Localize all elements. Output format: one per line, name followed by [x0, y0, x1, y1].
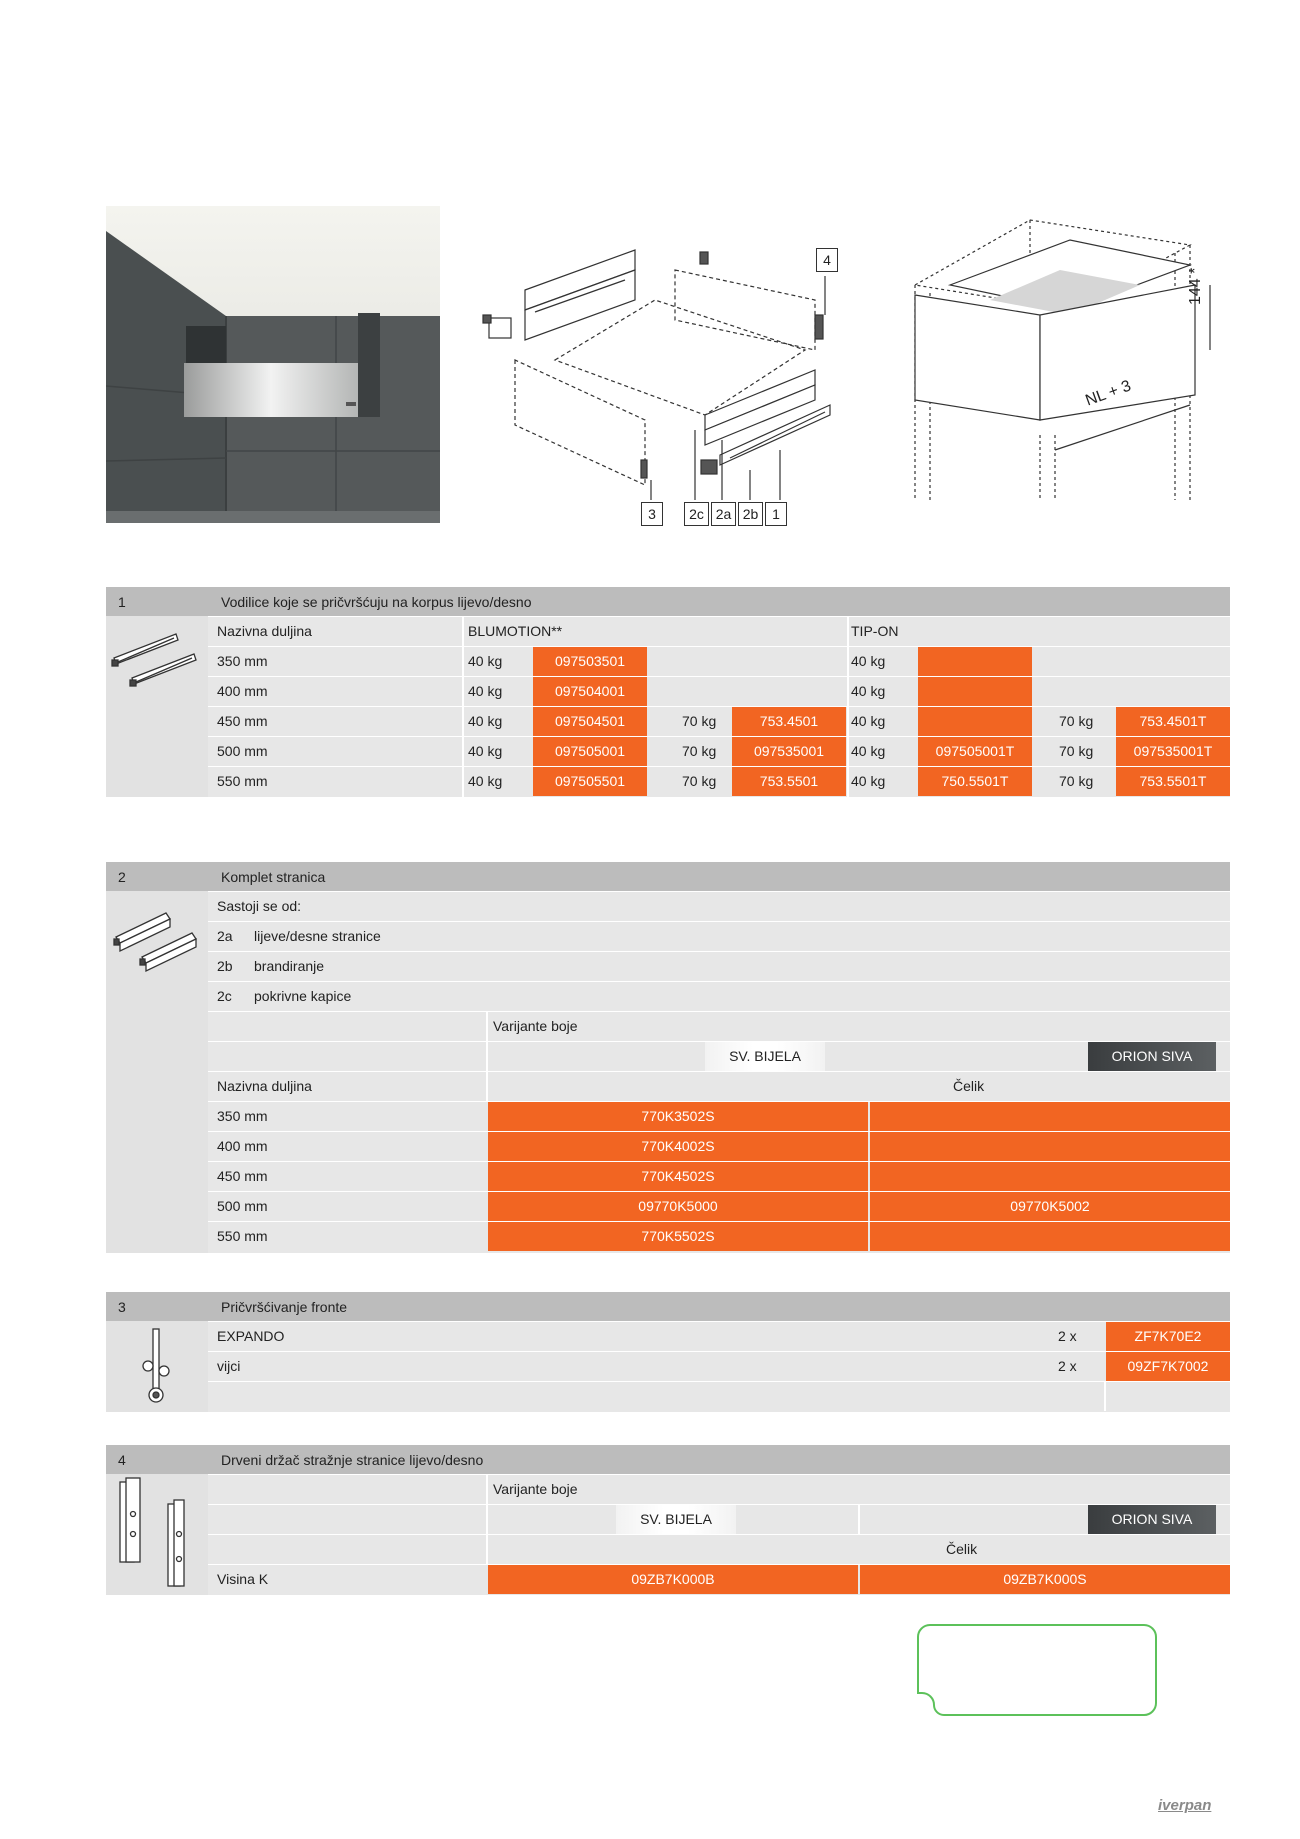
callout-2a: 2a [711, 502, 736, 526]
col-blumotion: BLUMOTION** [468, 623, 563, 639]
tip-on-70-code: 097535001T [1116, 737, 1230, 766]
col-tip-on: TIP-ON [851, 623, 899, 639]
section-4-image-cell [106, 1474, 208, 1595]
col-length: Nazivna duljina [217, 623, 312, 639]
length-cell: 500 mm [217, 1198, 268, 1214]
variants-label: Varijante boje [493, 1018, 578, 1034]
code-grey [870, 1132, 1230, 1161]
s1-data-row [208, 676, 1230, 706]
s1-data-row [208, 766, 1230, 796]
height-label: Visina K [217, 1571, 269, 1587]
material-label: Čelik [953, 1078, 985, 1094]
tip-on-40-load: 40 kg [851, 653, 886, 669]
fixing-code: ZF7K70E2 [1106, 1322, 1230, 1351]
section-1-image-cell [106, 616, 208, 797]
section-2-image-cell [106, 891, 208, 1253]
section-title: Drveni držač stražnje stranice lijevo/desno [221, 1452, 484, 1468]
section-1-rails [106, 587, 1230, 797]
blumotion-40-code: 097504501 [533, 707, 647, 736]
section-number: 3 [118, 1299, 126, 1315]
part-label: lijeve/desne stranice [254, 928, 381, 944]
code-white: 09770K5000 [488, 1192, 868, 1221]
part-code: 2b [217, 958, 233, 974]
length-cell: 550 mm [217, 773, 268, 789]
section-4-back-holder [106, 1445, 1230, 1595]
blumotion-70-code: 753.5501 [732, 767, 846, 796]
callout-2c: 2c [684, 502, 709, 526]
tip-on-70-load: 70 kg [1059, 773, 1094, 789]
callout-2b: 2b [738, 502, 763, 526]
back-holder-icon [106, 1474, 208, 1595]
tip-on-40-load: 40 kg [851, 713, 886, 729]
code-grey [870, 1102, 1230, 1131]
section-2-header [106, 862, 1230, 891]
length-cell: 450 mm [217, 1168, 268, 1184]
tip-on-40-load: 40 kg [851, 743, 886, 759]
s2-part-row [208, 951, 1230, 981]
blumotion-70-load: 70 kg [682, 773, 717, 789]
part-code: 2c [217, 988, 232, 1004]
section-3-front-fixing [106, 1292, 1230, 1412]
dimension-width-label: NL + 3 [1083, 377, 1134, 410]
s2-part-row [208, 981, 1230, 1011]
tip-on-70-load: 70 kg [1059, 743, 1094, 759]
s2-material-row [208, 1071, 1230, 1101]
blumotion-70-load: 70 kg [682, 743, 717, 759]
tip-on-40-code [918, 677, 1032, 706]
fixing-label: EXPANDO [217, 1328, 285, 1344]
length-cell: 500 mm [217, 743, 268, 759]
blumotion-70-load: 70 kg [682, 713, 717, 729]
fixing-qty: 2 x [1058, 1358, 1077, 1374]
code-grey [870, 1162, 1230, 1191]
variants-label: Varijante boje [493, 1481, 578, 1497]
swatch-orion-grey: ORION SIVA [1088, 1505, 1216, 1534]
s3-row [208, 1351, 1230, 1381]
tip-on-40-code [918, 707, 1032, 736]
swatch-orion-grey: ORION SIVA [1088, 1042, 1216, 1071]
swatch-white: SV. BIJELA [616, 1505, 736, 1534]
s1-data-row [208, 706, 1230, 736]
length-cell: 550 mm [217, 1228, 268, 1244]
length-cell: 350 mm [217, 1108, 268, 1124]
blumotion-40-code: 097504001 [533, 677, 647, 706]
tip-on-70-code: 753.5501T [1116, 767, 1230, 796]
tip-on-70-load: 70 kg [1059, 713, 1094, 729]
side-panel-icon [106, 891, 208, 981]
callout-4: 4 [816, 248, 838, 272]
section-number: 4 [118, 1452, 126, 1468]
s2-data-row [208, 1131, 1230, 1161]
code-white: 09ZB7K000B [488, 1565, 858, 1594]
section-3-header [106, 1292, 1230, 1321]
note-box [916, 1623, 1156, 1715]
s4-variants-row [208, 1474, 1230, 1504]
blumotion-70-code: 753.4501 [732, 707, 846, 736]
s2-data-row [208, 1101, 1230, 1131]
section-number: 2 [118, 869, 126, 885]
fixing-code: 09ZF7K7002 [1106, 1352, 1230, 1381]
s2-colour-row [208, 1041, 1230, 1071]
code-white: 770K4002S [488, 1132, 868, 1161]
part-label: pokrivne kapice [254, 988, 352, 1004]
code-grey: 09770K5002 [870, 1192, 1230, 1221]
length-cell: 400 mm [217, 1138, 268, 1154]
part-code: 2a [217, 928, 233, 944]
blumotion-70-code: 097535001 [732, 737, 846, 766]
blumotion-40-load: 40 kg [468, 653, 503, 669]
section-title: Vodilice koje se pričvršćuju na korpus lijevo/desno [221, 594, 532, 610]
consists-label: Sastoji se od: [217, 898, 302, 914]
callout-1: 1 [765, 502, 787, 526]
section-title: Pričvršćivanje fronte [221, 1299, 348, 1315]
material-label: Čelik [946, 1541, 978, 1557]
code-white: 770K3502S [488, 1102, 868, 1131]
exploded-drawer-diagram [475, 240, 840, 530]
dimension-height-label: 144 * [1187, 267, 1204, 305]
blumotion-40-code: 097505501 [533, 767, 647, 796]
code-white: 770K5502S [488, 1222, 868, 1251]
code-white: 770K4502S [488, 1162, 868, 1191]
tip-on-40-code: 750.5501T [918, 767, 1032, 796]
product-photo [106, 206, 440, 523]
rail-icon [106, 616, 208, 696]
s2-data-row [208, 1191, 1230, 1221]
tip-on-40-code: 097505001T [918, 737, 1032, 766]
callout-3: 3 [641, 502, 663, 526]
front-fixing-icon [106, 1321, 208, 1412]
swatch-white: SV. BIJELA [705, 1042, 825, 1071]
s4-material-row [208, 1534, 1230, 1564]
section-2-sides [106, 862, 1230, 1253]
section-1-header [106, 587, 1230, 616]
cabinet-dimension-diagram [910, 205, 1235, 505]
blumotion-40-code: 097503501 [533, 647, 647, 676]
s2-variants-row [208, 1011, 1230, 1041]
section-title: Komplet stranica [221, 869, 326, 885]
s2-consists-row [208, 891, 1230, 921]
s2-data-row [208, 1161, 1230, 1191]
s2-data-row [208, 1221, 1230, 1251]
code-grey: 09ZB7K000S [860, 1565, 1230, 1594]
section-3-image-cell [106, 1321, 208, 1412]
blumotion-40-load: 40 kg [468, 683, 503, 699]
fixing-label: vijci [217, 1358, 241, 1374]
blumotion-40-load: 40 kg [468, 773, 503, 789]
length-cell: 400 mm [217, 683, 268, 699]
s1-data-row [208, 646, 1230, 676]
s1-data-row [208, 736, 1230, 766]
s3-row [208, 1321, 1230, 1351]
code-grey [870, 1222, 1230, 1251]
section-4-header [106, 1445, 1230, 1474]
blumotion-40-code: 097505001 [533, 737, 647, 766]
s4-height-row [208, 1564, 1230, 1594]
length-cell: 450 mm [217, 713, 268, 729]
tip-on-70-code: 753.4501T [1116, 707, 1230, 736]
s1-column-header [208, 616, 1230, 646]
section-number: 1 [118, 594, 126, 610]
s2-part-row [208, 921, 1230, 951]
s4-colour-row [208, 1504, 1230, 1534]
blumotion-40-load: 40 kg [468, 713, 503, 729]
tip-on-40-load: 40 kg [851, 773, 886, 789]
s3-empty-row [208, 1381, 1230, 1411]
tip-on-40-code [918, 647, 1032, 676]
length-cell: 350 mm [217, 653, 268, 669]
fixing-qty: 2 x [1058, 1328, 1077, 1344]
tip-on-40-load: 40 kg [851, 683, 886, 699]
length-label: Nazivna duljina [217, 1078, 312, 1094]
brand-logo: iverpan [1158, 1797, 1212, 1814]
blumotion-40-load: 40 kg [468, 743, 503, 759]
part-label: brandiranje [254, 958, 325, 974]
